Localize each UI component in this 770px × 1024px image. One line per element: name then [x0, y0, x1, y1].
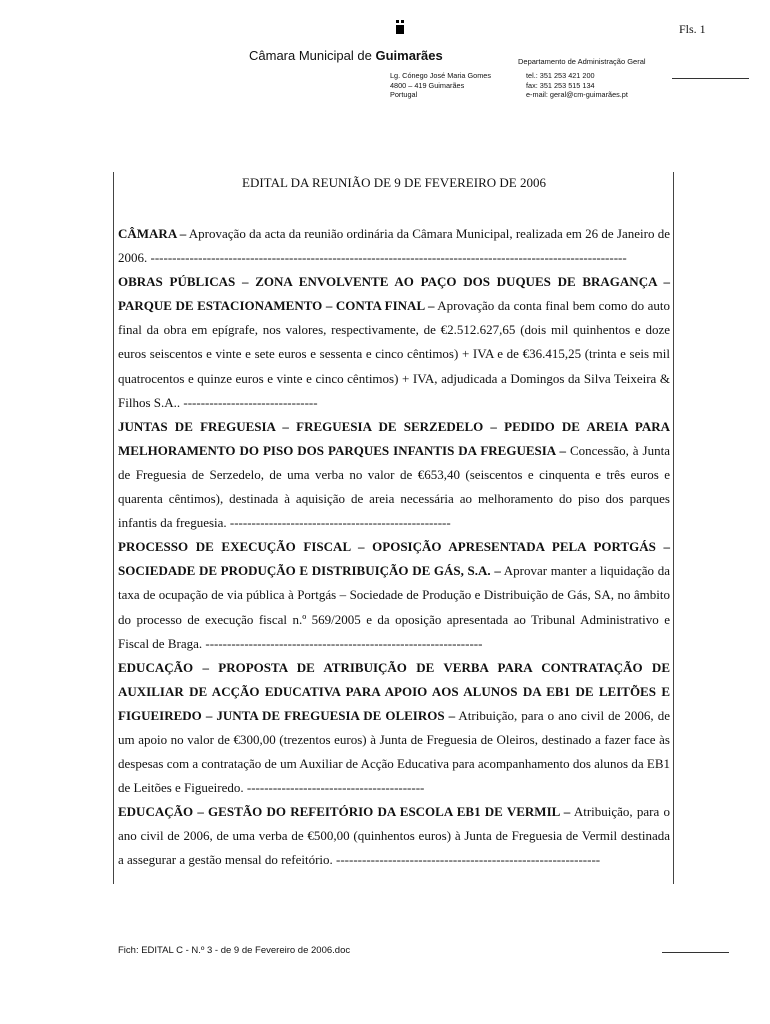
agenda-item-heading: OBRAS PÚBLICAS – ZONA ENVOLVENTE AO PAÇO DOS DUQUES DE BRAGANÇA – PARQUE DE ESTACIONAMENTO – CONTA FINAL – — [118, 274, 670, 314]
agenda-item — [118, 222, 670, 270]
contact-fax: fax: 351 253 515 134 — [526, 80, 595, 90]
organization-logo — [249, 48, 443, 63]
agenda-item-text: Atribuição, para o ano civil de 2006, de uma verba de €500,00 (quinhentos euros) à Junta de Freguesia de Vermil destinada a assegurar a gestão mensal do refeitório. ------------------------------------------------------------- — [118, 804, 670, 868]
agenda-item — [118, 535, 670, 655]
left-margin-line — [113, 172, 114, 884]
agenda-item-heading: CÂMARA – — [118, 226, 187, 241]
right-margin-line — [673, 172, 674, 884]
agenda-item-heading: EDUCAÇÃO – GESTÃO DO REFEITÓRIO DA ESCOLA EB1 DE VERMIL – — [118, 804, 571, 820]
agenda-item — [118, 656, 670, 801]
document-title: EDITAL DA REUNIÃO DE 9 DE FEVEREIRO DE 2006 — [242, 175, 546, 190]
agenda-item — [118, 800, 670, 872]
agenda-item-heading: EDUCAÇÃO – PROPOSTA DE ATRIBUIÇÃO DE VERBA PARA CONTRATAÇÃO DE AUXILIAR DE ACÇÃO EDUCATIVA PARA APOIO AOS ALUNOS DA EB1 DE LEITÕES E FIGUEIREDO – JUNTA DE FREGUESIA DE OLEIROS – — [118, 659, 670, 723]
agenda-item-text: Aprovar manter a liquidação da taxa de ocupação de via pública à Portgás – Sociedade de Produção e Distribuição de Gás, SA, no âmbito do processo de execução fiscal n.º 569/2005 e da oposição apresentada ao Tribunal Administrativo e Fiscal de Braga. ---------------------------------------------------------------- — [118, 563, 670, 651]
contact-phone: tel.: 351 253 421 200 — [526, 71, 595, 80]
address-line: Portugal — [390, 90, 418, 99]
agenda-item — [118, 270, 670, 415]
footer-signature-line — [662, 952, 729, 953]
agenda-item-text: Atribuição, para o ano civil de 2006, de um apoio no valor de €300,00 (trezentos euros) à Junta de Freguesia de Oleiros, destinado a fazer face às despesas com a contratação de um Auxiliar de Acção Educativa para acompanhamento dos alunos da EB1 de Leitões e Figueiredo. ----------------------------------------- — [118, 707, 670, 796]
agenda-item-heading: PROCESSO DE EXECUÇÃO FISCAL – OPOSIÇÃO APRESENTADA PELA PORTGÁS – SOCIEDADE DE PRODUÇÃO E DISTRIBUIÇÃO DE GÁS, S.A. – — [118, 539, 670, 579]
organization-prefix: Câmara Municipal de — [249, 48, 372, 63]
address-line: Lg. Cónego José Maria Gomes — [390, 71, 491, 80]
agenda-item-text: Aprovação da acta da reunião ordinária da Câmara Municipal, realizada em 26 de Janeiro de 2006. -------------------------------------------------------------------------------------------------------------- — [118, 226, 670, 266]
document-body — [118, 222, 670, 873]
department-name: Departamento de Administração Geral — [518, 57, 646, 66]
address-line: 4800 – 419 Guimarães — [390, 80, 465, 90]
agenda-item-heading: JUNTAS DE FREGUESIA – FREGUESIA DE SERZEDELO – PEDIDO DE AREIA PARA MELHORAMENTO DO PISO DOS PARQUES INFANTIS DA FREGUESIA – — [118, 418, 670, 458]
contact-block — [526, 71, 628, 100]
agenda-item-text: Concessão, à Junta de Freguesia de Serzedelo, de uma verba no valor de €653,40 (seiscentos e cinquenta e três euros e quarenta cêntimos), destinada à aquisição de areia necessária ao melhoramento do piso dos parques infantis da freguesia. --------------------------------------------------- — [118, 442, 671, 531]
agenda-item — [118, 415, 670, 535]
agenda-item-text: Aprovação da conta final bem como do auto final da obra em epígrafe, nos valores, respectivamente, de €2.512.627,65 (dois mil quinhentos e doze euros seiscentos e vinte e sete euros e sessenta e cinco cêntimos) + IVA e de €36.415,25 (trinta e seis mil quatrocentos e quinze euros e vinte e cinco cêntimos) + IVA, adjudicada a Domingos da Silva Teixeira & Filhos S.A.. ------------------------------- — [118, 298, 670, 410]
footer-filename: Fich: EDITAL C - N.º 3 - de 9 de Fevereiro de 2006.doc — [118, 945, 351, 956]
guimaraes-logo-icon — [396, 20, 408, 34]
header-rule — [672, 78, 749, 79]
folio-number: Fls. 1 — [679, 22, 706, 36]
address-block — [390, 71, 491, 100]
organization-city: Guimarães — [375, 48, 443, 63]
contact-email: e-mail: geral@cm-guimarães.pt — [526, 90, 628, 99]
